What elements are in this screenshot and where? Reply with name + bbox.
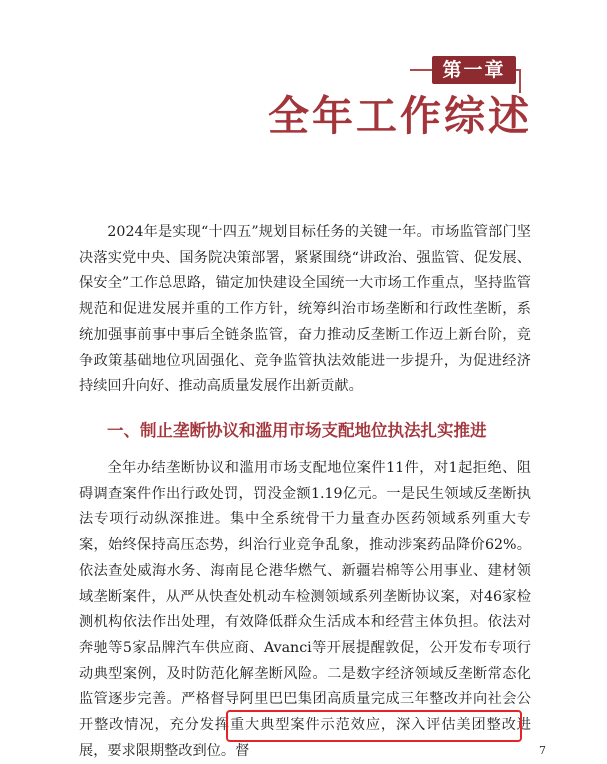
chapter-badge: 第一章 — [432, 56, 516, 84]
intro-paragraph: 2024年是实现“十四五”规划目标任务的关键一年。市场监管部门坚决落实党中央、国务院决策部署，紧紧围绕“讲政治、强监管、促发展、保安全”工作总思路，锚定加快建设全国统一大市场工作重点，坚持监管规范和促进发展并重的工作方针，统筹纠治市场垄断和行政性垄断，系统加强事前事中事后全链条监管，奋力推动反垄断工作迈上新台阶，竞争政策基础地位巩固强化、竞争监管执法效能进一步提升，为促进经济持续回升向好、推动高质量发展作出新贡献。 — [79, 224, 531, 395]
section-paragraph: 全年办结垄断协议和滥用市场支配地位案件11件，对1起拒绝、阻碍调查案件作出行政处罚，罚没金额1.19亿元。一是民生领域反垄断执法专项行动纵深推进。集中全系统骨干力量查办医药领域系列重大专案，始终保持高压态势，纠治行业竞争乱象，推动涉案药品降价62%。依法查处威海水务、海南昆仑港华燃气、新疆岩棉等公用事业、建材领域垄断案件，从严从快查处机动车检测领域系列垄断协议案，对46家检测机构依法作出处理，有效降低群众生活成本和经营主体负担。依法对奔驰等5家品牌汽车供应商、Avanci等开展提醒敦促，公开发布专项行动典型案例，及时防范化解垄断风险。二是数字经济领域反垄断常态化监管逐步完善。严格督导阿里巴巴集团高质量完成三年整改并向社会公开整改情况，充分发挥重大典型案件示范效应，深入评估美团整改进展，要求限期整改到位。督 — [79, 460, 531, 759]
section-heading: 一、制止垄断协议和滥用市场支配地位执法扎实推进 — [107, 421, 487, 440]
chapter-rule-vertical — [519, 69, 521, 93]
chapter-title: 全年工作综述 — [268, 92, 532, 140]
page-number: 7 — [539, 744, 546, 757]
